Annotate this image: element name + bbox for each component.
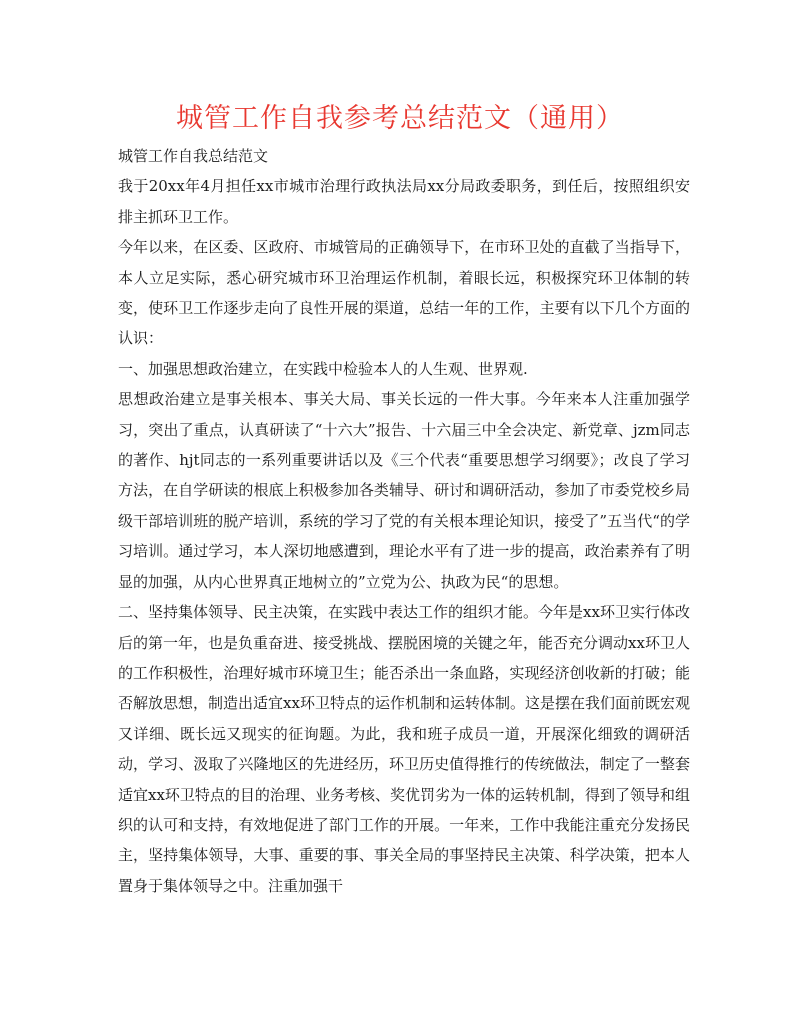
- paragraph: 我于20xx年4月担任xx市城市治理行政执法局xx分局政委职务，到任后，按照组织安排主抓环卫工作。: [118, 177, 690, 226]
- paragraph: 二、坚持集体领导、民主决策，在实践中表达工作的组织才能。今年是xx环卫实行体改后的第一年，也是负重奋进、接受挑战、摆脱困境的关键之年，能否充分调动xx环卫人的工作积极性，治理好城市环境卫生；能否杀出一条血路，实现经济创收新的打破；能否解放思想，制造出适宜xx环卫特点的运作机制和运转体制。这是摆在我们面前既宏观又详细、既长远又现实的征询题。为此，我和班子成员一道，开展深化细致的调研活动，学习、汲取了兴隆地区的先进经历，环卫历史值得推行的传统做法，制定了一整套适宜xx环卫特点的目的治理、业务考核、奖优罚劣为一体的运转机制，得到了领导和组织的认可和支持，有效地促进了部门工作的开展。一年来，工作中我能注重充分发扬民主，坚持集体领导，大事、重要的事、事关全局的事坚持民主决策、科学决策，把本人置身于集体领导之中。注重加强干: [118, 603, 690, 895]
- paragraph: 今年以来，在区委、区政府、市城管局的正确领导下，在市环卫处的直截了当指导下，本人立足实际，悉心研究城市环卫治理运作机制，着眼长远，积极探究环卫体制的转变，使环卫工作逐步走向了良性开展的渠道，总结一年的工作，主要有以下几个方面的认识：: [118, 238, 690, 348]
- paragraph-heading: 城管工作自我总结范文: [118, 147, 269, 165]
- section-heading: 一、加强思想政治建立，在实践中检验本人的人生观、世界观.: [118, 359, 528, 378]
- paragraph: 思想政治建立是事关根本、事关大局、事关长远的一件大事。今年来本人注重加强学习，突出了重点，认真研读了“十六大”报告、十六届三中全会决定、新党章、jzm同志的著作、hjt同志的一系列重要讲话以及《三个代表“重要思想学习纲要》；改良了学习方法，在自学研读的根底上积极参加各类辅导、研讨和调研活动，参加了市委党校乡局级干部培训班的脱产培训，系统的学习了党的有关根本理论知识，接受了”五当代“的学习培训。通过学习，本人深切地感遭到，理论水平有了进一步的提高，政治素养有了明显的加强，从内心世界真正地树立的”立党为公、执政为民“的思想。: [118, 390, 690, 591]
- document-body: [118, 141, 690, 901]
- document-title: 城管工作自我参考总结范文（通用）: [176, 103, 624, 134]
